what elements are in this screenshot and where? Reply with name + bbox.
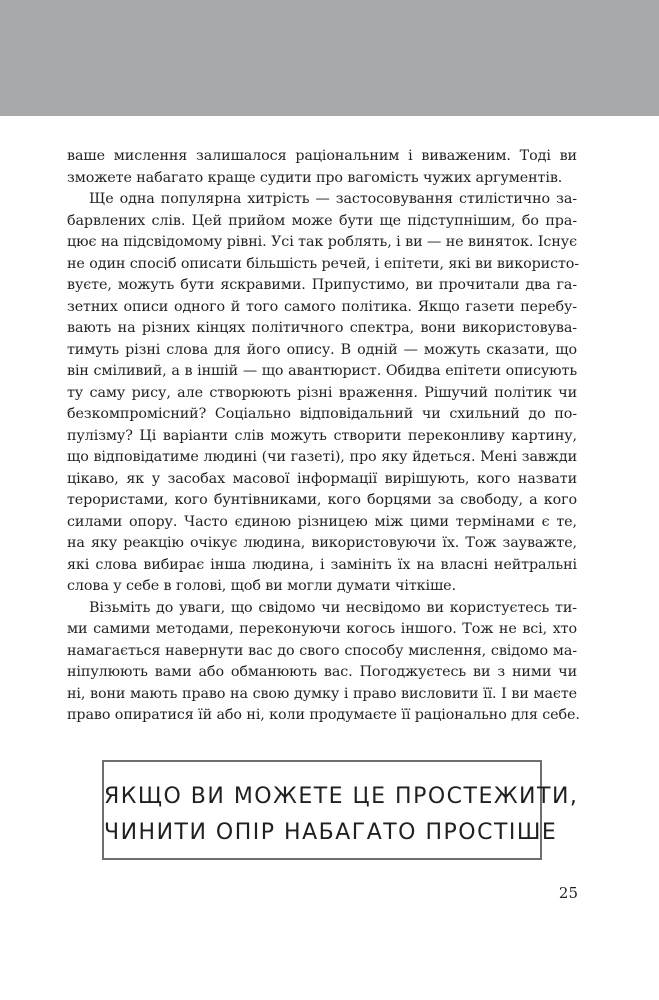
body-text [67, 146, 580, 727]
text-line: слова у себе в голові, щоб ви могли думати чіткіше. [67, 578, 456, 594]
text-line: терористами, кого бунтівниками, кого борцями за свободу, а кого [67, 492, 577, 508]
text-line: Візьміть до уваги, що свідомо чи несвідомо ви користуєтесь ти- [89, 599, 577, 616]
callout-line: ЧИНИТИ ОПІР НАБАГАТО ПРОСТІШЕ [104, 820, 558, 845]
text-line: ваше мислення залишалося раціональним і виваженим. Тоді ви [67, 148, 577, 164]
text-line: що відповідатиме людині (чи газеті), про яку йдеться. Мені завжди [67, 449, 577, 465]
text-line: ту саму рису, але створюють різні враження. Рішучий політик чи [67, 384, 577, 401]
text-line: Ще одна популярна хитрість — застосовування стилістично за- [89, 191, 577, 207]
text-line: вуєте, можуть бути яскравими. Припустимо, ви прочитали два га- [67, 277, 577, 293]
text-line: безкомпромісний? Соціально відповідальний чи схильний до по- [67, 406, 577, 422]
text-line: намагається навернути вас до свого способу мислення, свідомо ма- [67, 642, 577, 659]
text-line: ми самими методами, переконуючи когось іншого. Тож не всі, хто [67, 621, 577, 637]
text-line: право опиратися їй або ні, коли продумаєте її раціонально для себе. [67, 707, 580, 723]
text-line: зможете набагато краще судити про вагомість чужих аргументів. [67, 169, 563, 186]
text-line: на яку реакцію очікує людина, використовуючи їх. Тож зауважте, [67, 535, 577, 551]
text-line: силами опору. Часто єдиною різницею між цими термінами є те, [67, 513, 577, 530]
text-line: не один спосіб описати більшість речей, і епітети, які ви використо- [67, 255, 580, 272]
text-line: цікаво, як у засобах масової інформації вирішують, кого назвати [67, 470, 577, 487]
text-line: цює на підсвідомому рівні. Усі так роблять, і ви — не виняток. Існує [67, 234, 577, 250]
text-line: пулізму? Ці варіанти слів можуть створити переконливу картину, [67, 427, 577, 444]
text-line: ні, вони мають право на свою думку і право висловити її. І ви маєте [67, 685, 577, 702]
text-line: ніпулюють вами або обманюють вас. Погоджуєтесь ви з ними чи [67, 664, 577, 680]
text-line: він сміливий, а в іншій — що авантюрист. Обидва епітети описують [67, 363, 577, 379]
text-line: вають на різних кінцях політичного спектра, вони використовува- [67, 320, 577, 336]
header-band [0, 0, 659, 116]
callout-box [102, 760, 579, 860]
text-line: зетних описи одного й того самого політика. Якщо газети перебу- [67, 298, 577, 315]
text-line: які слова вибирає інша людина, і замініть їх на власні нейтральні [67, 556, 577, 573]
text-line: барвлених слів. Цей прийом може бути ще підступнішим, бо пра- [67, 212, 577, 229]
page-number: 25 [558, 884, 578, 902]
callout-line: ЯКЩО ВИ МОЖЕТЕ ЦЕ ПРОСТЕЖИТИ, [104, 784, 579, 809]
text-line: тимуть різні слова для його опису. В одній — можуть сказати, що [67, 341, 577, 358]
